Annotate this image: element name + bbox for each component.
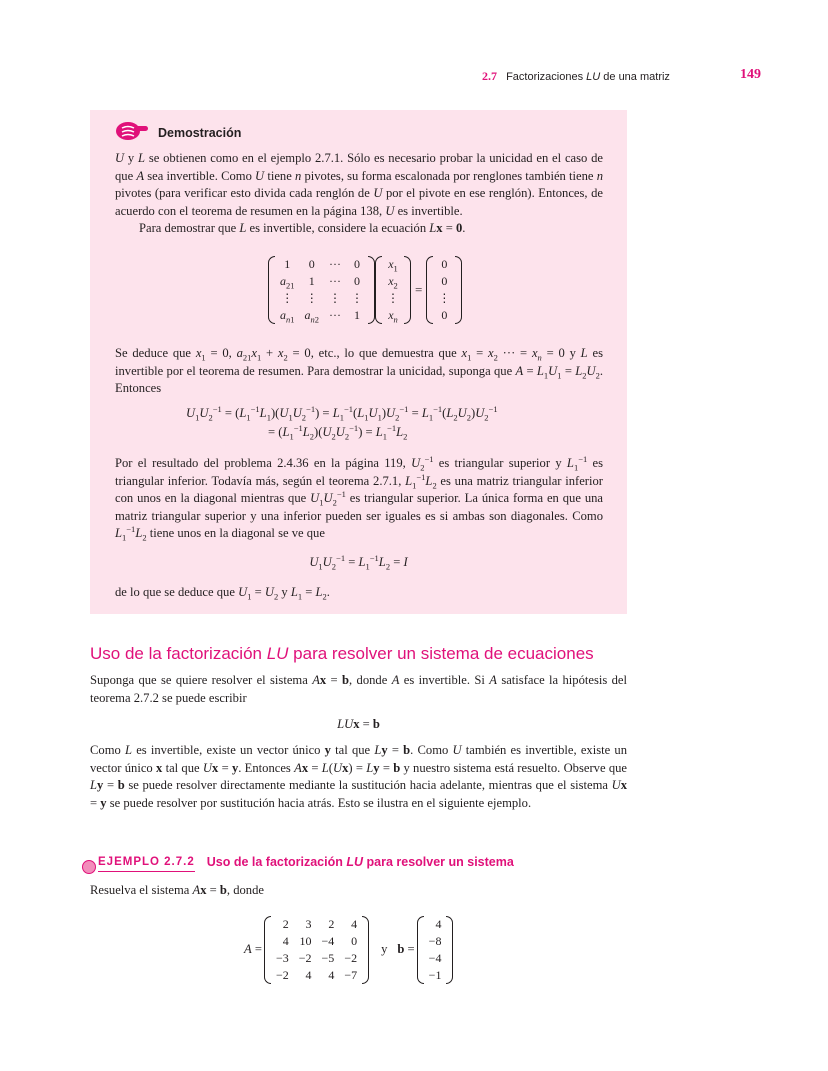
matrix-A-cell: 10 xyxy=(299,934,312,948)
matrix-A-cell: 4 xyxy=(328,968,335,982)
page-number: 149 xyxy=(740,67,761,82)
proof-paragraph-2: Para demostrar que L es invertible, considere la ecuación Lx = 0. xyxy=(139,221,466,235)
matrix-A-cell: 3 xyxy=(305,917,312,931)
example-intro: Resuelva el sistema Ax = b, donde xyxy=(90,883,264,897)
matrix-A-cell: 4 xyxy=(305,968,312,982)
proof-paragraph-5: de lo que se deduce que $U_1 = U_2$ y $L_1 = L_2$. xyxy=(115,585,330,602)
vector-b xyxy=(417,916,454,984)
vector-x: $x_1$ $x_2$ ⋮ $x_n$ xyxy=(375,256,411,324)
lx-equation: 1 0 ··· 0 $a_{21}$ 1 ··· 0 ⋮ ⋮ ⋮ ⋮ $a_{n1}$ $a_{n2}$ ··· 1 $x_1$ $x_2$ ⋮ $x_n$ = 0 0 ⋮ 0 xyxy=(268,256,462,324)
matrix-A-cell: −5 xyxy=(321,951,335,965)
running-head xyxy=(482,68,670,87)
matrix-A-row xyxy=(271,967,362,984)
vector-b-cell: 4 xyxy=(435,917,442,931)
matrix-A-row xyxy=(271,933,362,950)
vector-zero: 0 0 ⋮ 0 xyxy=(426,256,462,324)
lux-equation: LUx = b xyxy=(337,717,380,731)
matrix-L: 1 0 ··· 0 $a_{21}$ 1 ··· 0 ⋮ ⋮ ⋮ ⋮ $a_{n1}$ $a_{n2}$ ··· 1 xyxy=(268,256,375,324)
example-title: Uso de la factorización LU para resolver un sistema xyxy=(206,855,514,870)
conjunction-y: y xyxy=(381,942,388,957)
matrix-A-cell: −3 xyxy=(275,951,289,965)
matrix-A-cell: 2 xyxy=(328,917,335,931)
section-title-head: Factorizaciones LU de una matriz xyxy=(506,71,670,83)
matrix-A-cell: −2 xyxy=(298,951,312,965)
matrix-A-cell: −7 xyxy=(344,968,358,982)
example-system xyxy=(244,916,453,984)
proof-title: Demostración xyxy=(158,126,242,140)
proof-paragraph-4: Por el resultado del problema 2.4.36 en la página 119, $U_2^{-1}$ es triangular superior y $L_1^{-1}$ es triangular inferior. Todavía más, según el teorema 2.7.1, $L_1^{-1}L_2$ es una matriz triangular inferior con unos en la diagonal mientras que $U_1U_2^{-1}$ es triangular superior. La única forma en que una matriz triangular superior y una inferior pueden ser iguales es si ambas son diagonales. Como $L_1^{-1}L_2$ tiene unos en la diagonal se ve que xyxy=(115,453,604,543)
matrix-A-cell: 4 xyxy=(282,934,289,948)
section-paragraph-2: Como L es invertible, existe un vector único y tal que Ly = b. Como U también es invertible, existe un vector único x tal que Ux = y. Entonces Ax = L(Ux) = Ly = b y nuestro sistema está resuelto. Observe que Ly = b se puede resolver directamente mediante la sustitución hacia adelante, mientras que el sistema Ux = y se puede resolver por sustitución hacia atrás. Esto se ilustra en el siguiente ejemplo. xyxy=(90,743,628,810)
example-header xyxy=(82,852,514,874)
matrix-A-cell: −4 xyxy=(321,934,335,948)
vector-b-label: b = xyxy=(397,942,415,957)
uniqueness-eq-line-1: $U_1U_2^{-1} = (L_1^{-1}L_1)(U_1U_2^{-1}) = L_1^{-1}(L_1U_1)U_2^{-1} = L_1^{-1}(L_2U_2)U_2^{-1}$ xyxy=(186,403,498,423)
vector-b-cell: −8 xyxy=(428,934,442,948)
proof-paragraph-3: Se deduce que $x_1 = 0$, $a_{21}x_1 + x_2 = 0$, etc., lo que demuestra que $x_1 = x_2$ ··· = $x_n = 0$ y L es invertible por el teorema de resumen. Para demostrar la unicidad, suponga que $A = L_1U_1 = L_2U_2$. Entonces xyxy=(115,346,603,395)
matrix-A-label: A = xyxy=(244,942,262,957)
matrix-A-cell: 2 xyxy=(282,917,289,931)
matrix-A-cell: 4 xyxy=(351,917,358,931)
matrix-A-cell: 0 xyxy=(351,934,358,948)
vector-b-cell: −4 xyxy=(428,951,442,965)
section-paragraph-1: Suponga que se quiere resolver el sistema Ax = b, donde A es invertible. Si A satisface la hipótesis del teorema 2.7.2 se puede escribir xyxy=(90,673,628,705)
proof-box xyxy=(90,110,627,614)
matrix-A xyxy=(264,916,369,984)
proof-paragraph-1: U y L se obtienen como en el ejemplo 2.7.1. Sólo es necesario probar la unicidad en el caso de que A sea invertible. Como U tiene n pivotes, su forma escalonada por renglones también tiene n pivotes (para verificar esto divida cada renglón de U por el pivote en ese renglón). Entonces, de acuerdo con el teorema de resumen en la página 138, U es invertible. xyxy=(115,151,604,218)
section-heading: Uso de la factorización LU para resolver un sistema de ecuaciones xyxy=(90,644,594,663)
matrix-A-cell: −2 xyxy=(275,968,289,982)
vector-b-cell: −1 xyxy=(428,968,442,982)
identity-equation: $U_1U_2^{-1} = L_1^{-1}L_2 = I$ xyxy=(309,552,408,572)
example-bullet-icon xyxy=(82,860,96,874)
example-label: EJEMPLO 2.7.2 xyxy=(98,854,195,873)
matrix-A-cell: −2 xyxy=(344,951,358,965)
uniqueness-eq-line-2: = $(L_1^{-1}L_2)(U_2U_2^{-1}) = L_1^{-1}L_2$ xyxy=(268,422,408,442)
pointing-hand-icon xyxy=(114,120,150,142)
matrix-A-row xyxy=(271,950,362,967)
matrix-A-row xyxy=(271,916,362,933)
section-number: 2.7 xyxy=(482,69,497,83)
